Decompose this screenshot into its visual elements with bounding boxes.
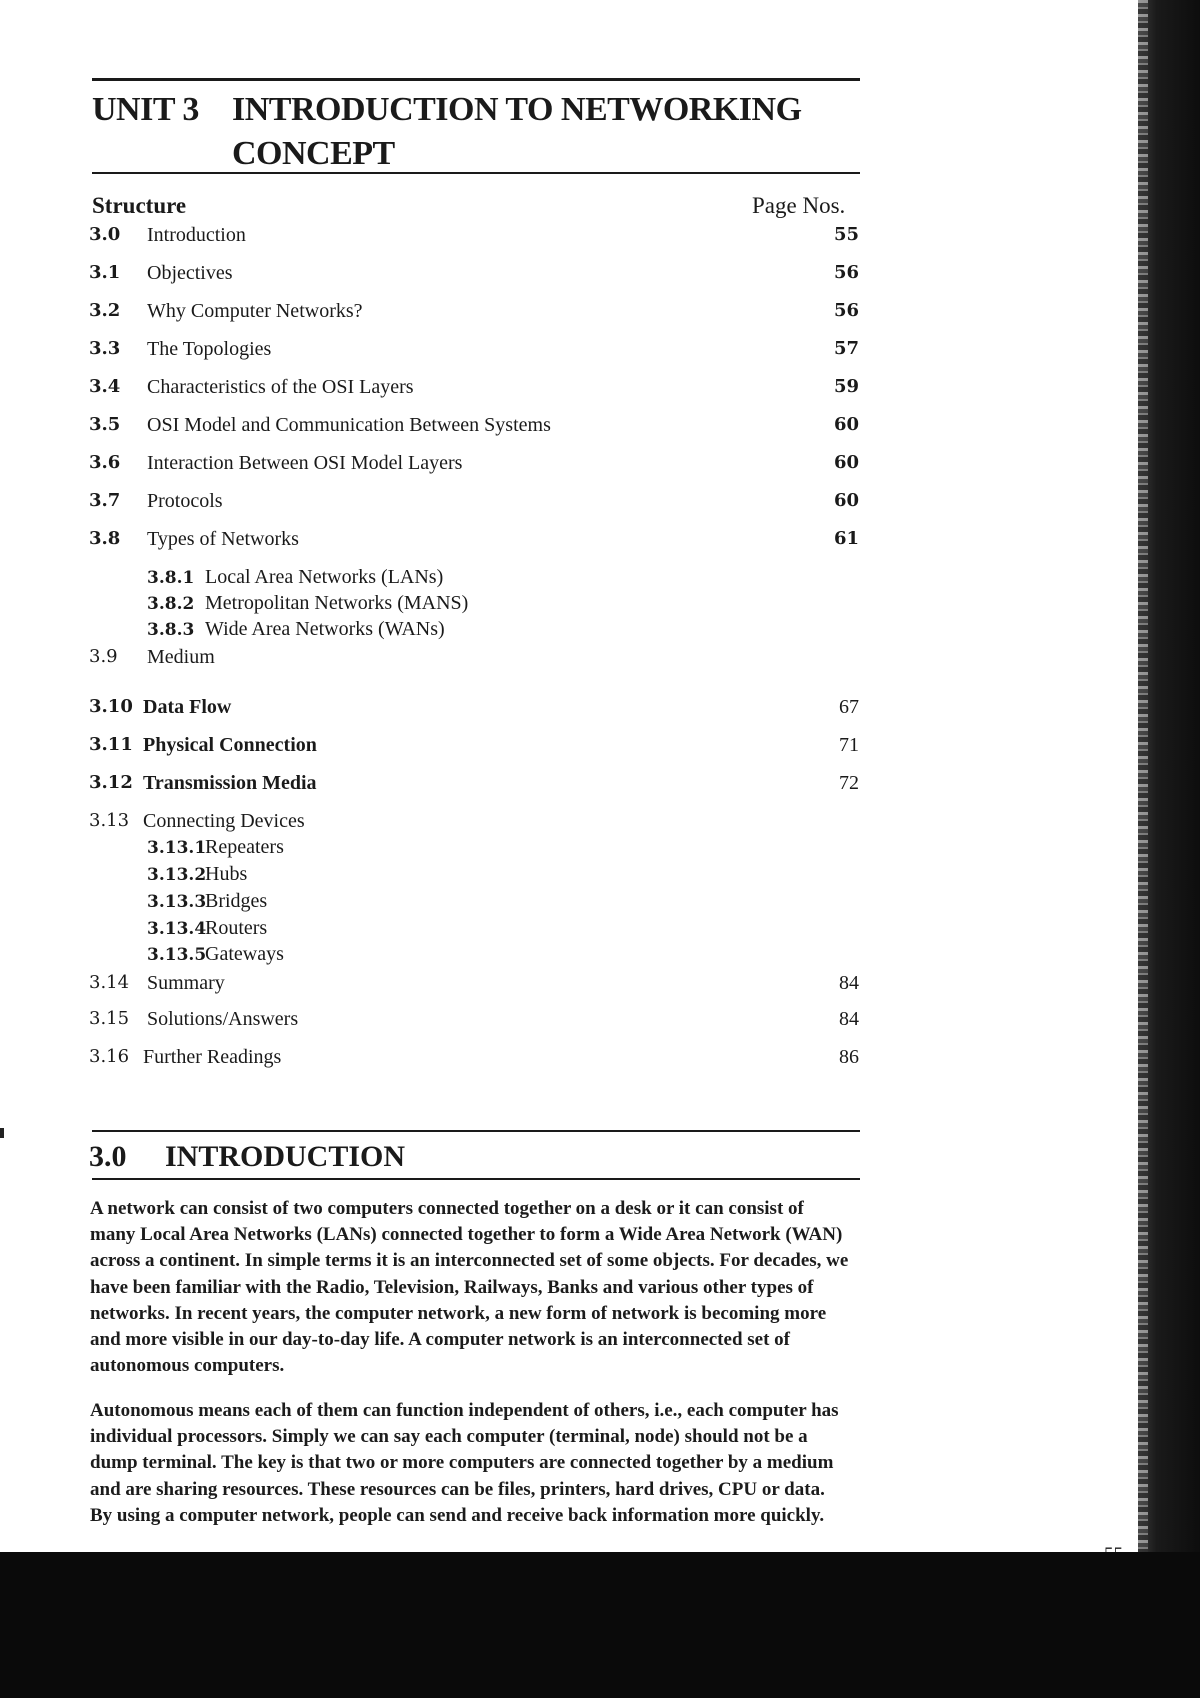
toc-subnumber: 3.8.2 [147,594,195,614]
toc-label: Why Computer Networks? [147,300,363,322]
toc-page: 84 [839,972,859,994]
toc-sublabel: Repeaters [205,836,284,858]
toc-label: Protocols [147,490,223,512]
toc-number: 3.10 [89,696,133,717]
toc-entry [89,224,859,250]
toc-number: 3.4 [89,376,121,397]
toc-entry [89,490,859,516]
toc-entry [89,810,859,836]
page-nos-heading: Page Nos. [752,193,846,218]
toc-subnumber: 3.13.4 [147,919,207,939]
toc-label: Interaction Between OSI Model Layers [147,452,463,474]
toc-sublabel: Local Area Networks (LANs) [205,566,444,588]
toc-label: Further Readings [143,1046,282,1068]
toc-page: 56 [833,300,859,321]
toc-label: OSI Model and Communication Between Systems [147,414,551,436]
section-top-rule [92,1130,860,1132]
section-title [89,1140,405,1174]
toc-number: 3.3 [89,338,121,359]
toc-entry [89,414,859,440]
toc-page: 60 [833,490,859,511]
scan-speck [0,1128,4,1138]
toc-entry [89,772,859,798]
toc-subentry [147,917,267,943]
toc-page: 86 [839,1046,859,1068]
toc-entry [89,376,859,402]
toc-entry [89,262,859,288]
toc-entry [89,452,859,478]
toc-subnumber: 3.8.3 [147,620,195,640]
toc-sublabel: Routers [205,917,268,939]
toc-number: 3.1 [89,262,121,283]
toc-number: 3.11 [89,734,133,755]
toc-page: 57 [833,338,859,359]
toc-subnumber: 3.13.5 [147,945,207,965]
section-bottom-rule [92,1178,860,1180]
toc-number: 3.6 [89,452,121,473]
toc-label: Data Flow [143,696,232,718]
toc-number: 3.16 [89,1046,130,1067]
toc-page: 60 [833,452,859,473]
unit-title-line1: INTRODUCTION TO NETWORKING [232,91,802,128]
toc-subentry [147,566,443,592]
toc-label: Connecting Devices [143,810,305,832]
scan-binding-edge [1138,0,1200,1552]
toc-entry [89,528,859,554]
title-bottom-rule [92,172,860,174]
toc-page: 67 [839,696,859,718]
toc-page: 72 [839,772,859,794]
toc-sublabel: Metropolitan Networks (MANS) [205,592,469,614]
toc-number: 3.8 [89,528,121,549]
toc-subnumber: 3.13.2 [147,865,207,885]
toc-page: 84 [839,1008,859,1030]
unit-label: UNIT 3 [92,91,199,128]
toc-number: 3.14 [89,972,130,993]
unit-title [92,88,872,176]
toc-entry [89,338,859,364]
toc-subentry [147,592,468,618]
toc-subnumber: 3.8.1 [147,568,195,588]
scan-bottom-band [0,1552,1200,1698]
toc-number: 3.7 [89,490,121,511]
toc-sublabel: Wide Area Networks (WANs) [205,618,445,640]
toc-subnumber: 3.13.3 [147,892,207,912]
toc-entry [89,646,859,672]
section-number: 3.0 [89,1140,127,1173]
toc-number: 3.0 [89,224,121,245]
toc-label: Characteristics of the OSI Layers [147,376,414,398]
section-heading: INTRODUCTION [165,1140,406,1173]
toc-entry [89,972,859,998]
structure-heading: Structure [92,193,187,218]
toc-sublabel: Hubs [205,863,248,885]
toc-subentry [147,890,267,916]
toc-page: 71 [839,734,859,756]
toc-sublabel: Gateways [205,943,284,965]
toc-label: Physical Connection [143,734,317,756]
toc-label: Medium [147,646,215,668]
toc-number: 3.2 [89,300,121,321]
toc-entry [89,1008,859,1034]
toc-label: Introduction [147,224,246,246]
toc-number: 3.13 [89,810,130,831]
toc-number: 3.9 [89,646,118,667]
toc-label: The Topologies [147,338,272,360]
top-rule [92,78,860,81]
toc-number: 3.12 [89,772,133,793]
toc-subentry [147,836,284,862]
toc-label: Summary [147,972,225,994]
body-paragraph: A network can consist of two computers connected together on a desk or it can consist of many Local Area Networks (LANs) connected together to form a Wide Area Network (WAN) across a continent. In simple terms it is an interconnected set of some objects. For decades, we have been familiar with the Radio, Television, Railways, Banks and various other types of networks. In recent years, the computer network, a new form of network is becoming more and more visible in our day-to-day life. A computer network is an interconnected set of autonomous computers. [90,1198,849,1377]
toc-subnumber: 3.13.1 [147,838,207,858]
toc-page: 60 [833,414,859,435]
toc-sublabel: Bridges [205,890,268,912]
toc-subentry [147,943,284,969]
toc-page: 56 [833,262,859,283]
toc-entry [89,300,859,326]
toc-number: 3.15 [89,1008,130,1029]
toc-subentry [147,863,247,889]
toc-entry [89,1046,859,1072]
toc-label: Objectives [147,262,233,284]
body-paragraph: Autonomous means each of them can function independent of others, i.e., each computer has individual processors. Simply we can say each computer (terminal, node) should not be a dump terminal. The key is that two or more computers are connected together by a medium and are sharing resources. These resources can be files, printers, hard drives, CPU or data. By using a computer network, people can send and receive back information more quickly. [90,1400,839,1526]
toc-label: Transmission Media [143,772,317,794]
toc-page: 59 [833,376,859,397]
toc-subentry [147,618,445,644]
toc-label: Solutions/Answers [147,1008,299,1030]
toc-page: 55 [833,224,859,245]
toc-entry [89,734,859,760]
toc-number: 3.5 [89,414,121,435]
toc-page: 61 [833,528,859,549]
toc-entry [89,696,859,722]
unit-title-line2: CONCEPT [232,135,395,172]
toc-label: Types of Networks [147,528,299,550]
